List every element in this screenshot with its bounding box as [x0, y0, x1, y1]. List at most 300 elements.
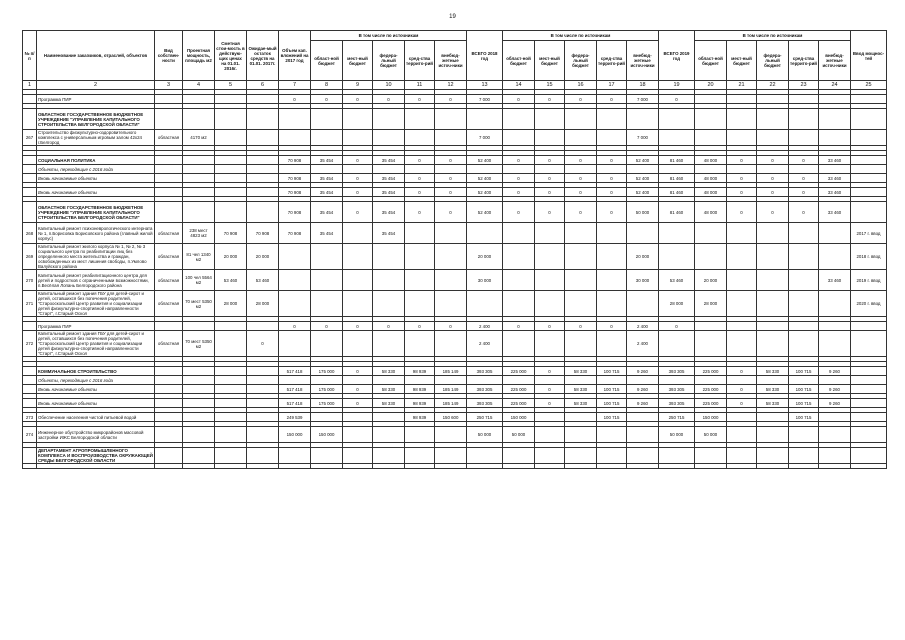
table-cell: 35 454	[311, 223, 343, 244]
table-row	[23, 202, 887, 223]
table-cell	[627, 376, 659, 385]
table-cell	[535, 413, 565, 422]
table-cell: 50 000	[695, 427, 727, 443]
table-cell: 0	[535, 385, 565, 394]
empty-cell	[503, 464, 535, 469]
table-cell	[23, 322, 37, 331]
table-cell	[155, 188, 183, 197]
table-row	[23, 130, 887, 146]
table-cell	[247, 109, 279, 130]
table-cell	[183, 448, 215, 464]
table-cell	[215, 165, 247, 174]
table-cell	[627, 413, 659, 422]
table-cell: 273	[23, 413, 37, 422]
table-cell: 150 000	[311, 427, 343, 443]
table-cell: 81 460	[659, 188, 695, 197]
table-cell	[435, 331, 467, 357]
table-cell	[155, 376, 183, 385]
table-cell: 70 908	[215, 223, 247, 244]
table-cell: 0	[789, 188, 819, 197]
table-cell: 0	[565, 188, 597, 197]
header-group-2017: В том числе по источникам	[311, 31, 467, 41]
table-cell: 0	[343, 322, 373, 331]
table-cell: 58 330	[757, 367, 789, 376]
table-cell	[535, 376, 565, 385]
table-cell	[215, 95, 247, 104]
table-cell	[373, 244, 405, 270]
table-cell: 2017 г. ввод	[851, 223, 887, 244]
row-name-cell: ДЕПАРТАМЕНТ АГРОПРОМЫШЛЕННОГО КОМПЛЕКСА И ВОСПРОИЗВОДСТВА ОКРУЖАЮЩЕЙ СРЕДЫ БЕЛГОРОДСКОЙ ОБЛАСТИ	[38, 448, 153, 463]
table-cell: 50 000	[627, 202, 659, 223]
table-cell	[215, 109, 247, 130]
column-number: 9	[343, 81, 373, 90]
table-cell	[851, 165, 887, 174]
table-cell	[343, 331, 373, 357]
table-cell	[405, 448, 435, 464]
table-cell: 35 454	[373, 156, 405, 165]
table-cell	[215, 399, 247, 408]
table-cell	[279, 130, 311, 146]
table-row	[23, 291, 887, 317]
header-total-2018: ВСЕГО 2018 год	[467, 31, 503, 81]
table-row	[23, 270, 887, 291]
table-cell: 30 000	[467, 270, 503, 291]
table-cell	[155, 385, 183, 394]
table-cell: 58 330	[565, 367, 597, 376]
column-number: 20	[695, 81, 727, 90]
table-cell	[435, 270, 467, 291]
table-cell: 28 000	[695, 291, 727, 317]
table-cell: 98 939	[405, 367, 435, 376]
table-cell	[311, 291, 343, 317]
table-cell	[247, 413, 279, 422]
table-cell	[311, 165, 343, 174]
table-cell: 0	[727, 188, 757, 197]
table-cell: 0	[659, 322, 695, 331]
table-cell	[405, 427, 435, 443]
table-cell: 9 260	[819, 385, 851, 394]
header-remain: Ожидае-мый остаток средств на 01.01. 2017г.	[247, 31, 279, 81]
table-cell	[695, 331, 727, 357]
empty-cell	[819, 464, 851, 469]
table-cell	[503, 291, 535, 317]
table-cell: 0	[405, 188, 435, 197]
table-cell	[789, 376, 819, 385]
table-cell	[183, 109, 215, 130]
table-cell	[659, 376, 695, 385]
table-cell: 58 330	[565, 385, 597, 394]
table-cell: 0	[757, 202, 789, 223]
empty-cell	[789, 464, 819, 469]
table-cell	[215, 188, 247, 197]
table-cell: 7 000	[627, 130, 659, 146]
table-cell: 0	[435, 156, 467, 165]
table-cell: 98 939	[405, 413, 435, 422]
table-cell	[343, 376, 373, 385]
table-cell: 4170 м2	[183, 130, 215, 146]
table-cell	[247, 367, 279, 376]
table-cell	[535, 291, 565, 317]
table-cell: 20 000	[627, 244, 659, 270]
header-source-1-4: сред-ства террито-рий	[405, 41, 435, 81]
table-cell: 0	[311, 95, 343, 104]
table-cell	[789, 130, 819, 146]
table-cell	[23, 367, 37, 376]
empty-cell	[695, 464, 727, 469]
table-cell: 0	[343, 95, 373, 104]
table-cell: 35 454	[311, 188, 343, 197]
table-cell: 28 000	[659, 291, 695, 317]
table-cell: 7 000	[627, 95, 659, 104]
table-cell	[23, 109, 37, 130]
row-name-cell: ОБЛАСТНОЕ ГОСУДАРСТВЕННОЕ БЮДЖЕТНОЕ УЧРЕЖДЕНИЕ "УПРАВЛЕНИЕ КАПИТАЛЬНОГО СТРОИТЕЛЬСТВА БЕЛГОРОДСКОЙ ОБЛАСТИ"	[37, 109, 155, 130]
table-row	[23, 109, 887, 130]
column-number: 2	[37, 81, 155, 90]
table-cell	[659, 130, 695, 146]
table-cell: 100 715	[597, 399, 627, 408]
table-cell	[565, 223, 597, 244]
table-cell	[565, 331, 597, 357]
column-number: 23	[789, 81, 819, 90]
table-cell	[435, 291, 467, 317]
table-cell: 0	[727, 156, 757, 165]
table-cell	[757, 413, 789, 422]
table-cell: 0	[565, 174, 597, 183]
table-cell	[851, 331, 887, 357]
table-cell: 225 000	[503, 367, 535, 376]
table-cell	[597, 130, 627, 146]
table-cell	[155, 174, 183, 183]
table-cell: 50 000	[467, 427, 503, 443]
table-cell	[789, 165, 819, 174]
table-cell	[435, 427, 467, 443]
table-cell: 35 454	[311, 202, 343, 223]
column-number: 18	[627, 81, 659, 90]
table-cell	[215, 376, 247, 385]
table-cell	[851, 174, 887, 183]
table-cell: 150 000	[695, 413, 727, 422]
table-row	[23, 322, 887, 331]
table-cell	[373, 427, 405, 443]
header-source-2-5: внебюд-жетные источ-ники	[627, 41, 659, 81]
row-name-cell: СОЦИАЛЬНАЯ ПОЛИТИКА	[37, 156, 155, 165]
table-cell	[343, 448, 373, 464]
row-name-cell: Вновь начинаемые объекты	[37, 174, 155, 183]
table-cell	[757, 291, 789, 317]
column-number: 24	[819, 81, 851, 90]
table-cell	[183, 165, 215, 174]
table-cell	[727, 165, 757, 174]
table-cell	[627, 165, 659, 174]
table-cell	[851, 109, 887, 130]
row-name-cell: Вновь начинаемые объекты	[37, 188, 155, 197]
table-cell	[183, 399, 215, 408]
table-cell: 70 908	[279, 188, 311, 197]
table-cell	[343, 165, 373, 174]
row-name-cell: Программа ПИР	[37, 95, 155, 104]
table-cell: 0	[343, 385, 373, 394]
header-no: № п/п	[23, 31, 37, 81]
table-cell: 0	[757, 174, 789, 183]
row-name-cell: Капитальный ремонт здания ГБУ для детей-сирот и детей, оставшихся без попечения родителей, "Старооскольский Центр развития и социализации детей физкультурно-спортивной направленности "Старт", г.Старый Оскол	[37, 331, 155, 357]
table-cell	[627, 291, 659, 317]
table-cell	[405, 376, 435, 385]
table-cell	[565, 165, 597, 174]
table-cell	[851, 202, 887, 223]
table-cell	[819, 413, 851, 422]
table-cell	[757, 376, 789, 385]
table-cell: 33 460	[819, 202, 851, 223]
table-cell: 2 400	[627, 331, 659, 357]
table-cell	[247, 165, 279, 174]
table-cell	[343, 413, 373, 422]
table-cell: 33 460	[819, 156, 851, 165]
table-cell: 0	[597, 174, 627, 183]
table-cell	[503, 130, 535, 146]
table-cell: 2 400	[627, 322, 659, 331]
header-capacity: Проектная мощность, площадь м2	[183, 31, 215, 81]
table-cell	[757, 244, 789, 270]
table-cell	[373, 376, 405, 385]
column-number: 21	[727, 81, 757, 90]
table-cell	[311, 109, 343, 130]
table-cell	[565, 448, 597, 464]
table-cell	[789, 109, 819, 130]
table-cell	[819, 376, 851, 385]
column-number: 6	[247, 81, 279, 90]
table-cell: 393 305	[659, 367, 695, 376]
table-cell	[435, 223, 467, 244]
header-source-3-5: внебюд-жетные источ-ники	[819, 41, 851, 81]
table-cell	[597, 291, 627, 317]
empty-cell	[757, 464, 789, 469]
column-number: 3	[155, 81, 183, 90]
table-cell: 0	[247, 331, 279, 357]
table-cell	[819, 165, 851, 174]
table-cell	[627, 109, 659, 130]
row-name-cell: Капитальный ремонт здания ГБУ для детей-сирот и детей, оставшихся без попечения родителей, "Старооскольский Центр развития и социализации детей физкультурно-спортивной направленности "Старт", г.Старый Оскол	[37, 291, 155, 317]
table-cell: 0	[565, 95, 597, 104]
row-name-cell: Инженерное обустройство микрорайонов массовой застройки ИЖС Белгородской области	[37, 427, 155, 443]
table-cell	[155, 367, 183, 376]
table-cell: 70 мест 5350 м2	[183, 291, 215, 317]
empty-cell	[215, 464, 247, 469]
table-cell	[627, 223, 659, 244]
table-row	[23, 427, 887, 443]
table-cell: 48 000	[695, 156, 727, 165]
table-cell	[627, 448, 659, 464]
table-cell	[23, 174, 37, 183]
table-cell: 175 000	[311, 385, 343, 394]
empty-cell	[435, 464, 467, 469]
empty-cell	[535, 464, 565, 469]
table-row	[23, 156, 887, 165]
table-cell	[757, 270, 789, 291]
table-cell	[727, 291, 757, 317]
table-cell: 0	[757, 188, 789, 197]
table-cell	[851, 427, 887, 443]
table-cell: 35 454	[373, 188, 405, 197]
table-cell	[247, 95, 279, 104]
table-cell	[597, 270, 627, 291]
table-cell	[597, 376, 627, 385]
table-cell: 272	[23, 331, 37, 357]
table-cell: 35 454	[311, 156, 343, 165]
table-cell: 0	[727, 202, 757, 223]
column-number: 11	[405, 81, 435, 90]
table-cell	[727, 95, 757, 104]
table-cell	[565, 376, 597, 385]
table-cell: 100 715	[597, 385, 627, 394]
empty-cell	[405, 464, 435, 469]
empty-cell	[627, 464, 659, 469]
header-source-3-3: федера-льный бюджет	[757, 41, 789, 81]
table-cell: 238 мест 4823 м2	[183, 223, 215, 244]
table-cell	[183, 322, 215, 331]
table-cell: 52 400	[467, 202, 503, 223]
table-cell	[23, 385, 37, 394]
table-cell	[503, 270, 535, 291]
table-cell	[727, 130, 757, 146]
table-cell	[343, 244, 373, 270]
header-source-2-4: сред-ства террито-рий	[597, 41, 627, 81]
table-cell: 100 715	[789, 367, 819, 376]
table-cell: 9 260	[627, 385, 659, 394]
table-cell	[503, 109, 535, 130]
table-cell	[819, 331, 851, 357]
table-cell: 35 454	[311, 174, 343, 183]
table-cell: 70 908	[279, 223, 311, 244]
table-cell: 0	[565, 202, 597, 223]
table-cell: 98 939	[405, 399, 435, 408]
table-cell	[23, 448, 37, 464]
empty-cell	[727, 464, 757, 469]
table-cell: 393 305	[467, 367, 503, 376]
table-cell	[405, 291, 435, 317]
header-source-1-2: мест-ный бюджет	[343, 41, 373, 81]
table-cell	[627, 427, 659, 443]
table-cell	[183, 413, 215, 422]
table-cell	[467, 109, 503, 130]
table-cell	[757, 331, 789, 357]
table-cell	[405, 165, 435, 174]
table-cell	[565, 291, 597, 317]
table-cell: 225 000	[695, 399, 727, 408]
row-name-cell: Вновь начинаемые объекты	[37, 399, 155, 408]
table-cell: 185 149	[435, 399, 467, 408]
table-cell	[789, 322, 819, 331]
table-cell: 0	[789, 202, 819, 223]
table-cell	[819, 427, 851, 443]
table-cell: 35 454	[373, 202, 405, 223]
table-cell	[535, 427, 565, 443]
column-number: 13	[467, 81, 503, 90]
table-cell: 0	[503, 322, 535, 331]
column-number: 22	[757, 81, 789, 90]
table-cell: 35 454	[373, 223, 405, 244]
table-cell	[819, 322, 851, 331]
table-cell	[155, 413, 183, 422]
empty-cell	[37, 464, 155, 469]
table-cell: 0	[373, 95, 405, 104]
table-cell	[695, 244, 727, 270]
table-cell: 100 715	[789, 399, 819, 408]
table-cell: 0	[659, 95, 695, 104]
table-cell	[789, 270, 819, 291]
table-cell: 35 454	[373, 174, 405, 183]
table-cell	[659, 331, 695, 357]
table-cell: 100 715	[789, 413, 819, 422]
empty-cell	[23, 464, 37, 469]
table-row	[23, 244, 887, 270]
table-cell	[757, 427, 789, 443]
table-cell: 33 460	[819, 188, 851, 197]
table-cell	[695, 223, 727, 244]
table-cell	[851, 95, 887, 104]
table-cell: 0	[503, 188, 535, 197]
table-cell: 0	[535, 399, 565, 408]
table-cell: 249 539	[279, 413, 311, 422]
header-total-2019: ВСЕГО 2019 год	[659, 31, 695, 81]
table-cell	[727, 244, 757, 270]
table-cell	[727, 270, 757, 291]
empty-cell	[659, 464, 695, 469]
table-cell: областная	[155, 331, 183, 357]
table-cell	[727, 322, 757, 331]
column-number: 1	[23, 81, 37, 90]
table-cell: 52 400	[627, 174, 659, 183]
table-cell	[373, 413, 405, 422]
table-cell: 70 908	[279, 174, 311, 183]
table-cell	[155, 109, 183, 130]
header-commission: Ввод мощнос-тей	[851, 31, 887, 81]
table-cell: областная	[155, 291, 183, 317]
table-cell	[215, 322, 247, 331]
table-cell	[851, 376, 887, 385]
table-cell	[215, 367, 247, 376]
table-cell	[155, 448, 183, 464]
column-number: 14	[503, 81, 535, 90]
table-cell: 52 400	[467, 174, 503, 183]
table-cell	[343, 291, 373, 317]
table-cell: 185 149	[435, 367, 467, 376]
table-cell: 0	[565, 156, 597, 165]
table-cell: 0	[343, 188, 373, 197]
table-cell	[851, 367, 887, 376]
table-cell	[435, 244, 467, 270]
column-number: 15	[535, 81, 565, 90]
table-cell: 0	[405, 202, 435, 223]
empty-cell	[467, 464, 503, 469]
table-cell	[467, 165, 503, 174]
column-number: 5	[215, 81, 247, 90]
table-cell: 9 260	[819, 399, 851, 408]
table-cell	[405, 130, 435, 146]
table-cell	[789, 244, 819, 270]
table-cell	[565, 109, 597, 130]
table-cell	[311, 130, 343, 146]
table-cell	[247, 130, 279, 146]
table-cell	[23, 165, 37, 174]
table-cell	[311, 270, 343, 291]
table-cell: 70 908	[279, 202, 311, 223]
table-cell	[819, 95, 851, 104]
table-cell	[23, 399, 37, 408]
table-row	[23, 385, 887, 394]
table-cell	[215, 448, 247, 464]
table-cell: 0	[343, 202, 373, 223]
table-cell: 0	[789, 156, 819, 165]
